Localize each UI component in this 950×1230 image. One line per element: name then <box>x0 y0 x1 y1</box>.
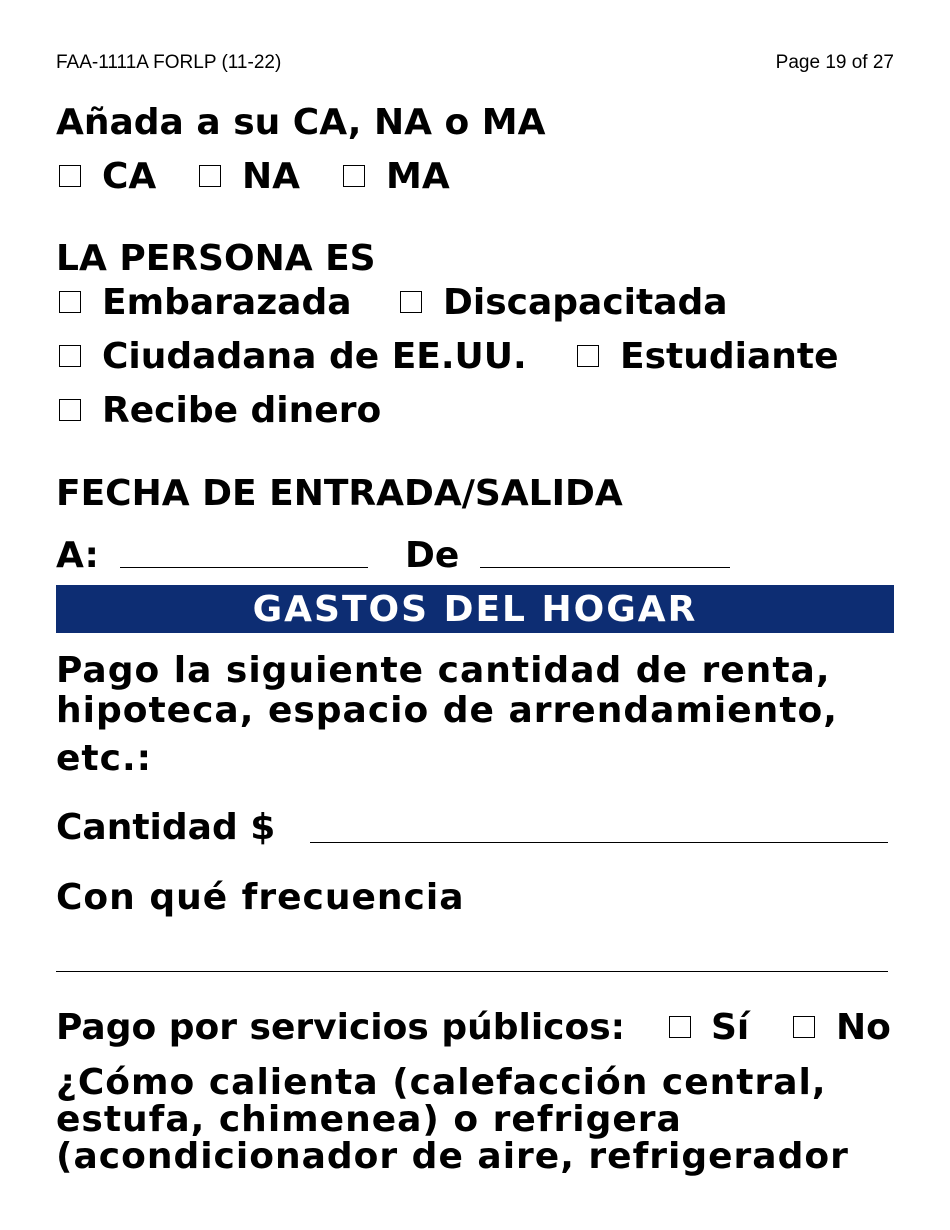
checkbox-utilities-no[interactable] <box>793 1016 815 1038</box>
person-section-title: LA PERSONA ES <box>56 238 376 279</box>
checkbox-pregnant[interactable] <box>59 291 81 313</box>
checkbox-utilities-yes[interactable] <box>669 1016 691 1038</box>
checkbox-student[interactable] <box>577 345 599 367</box>
amount-label: Cantidad $ <box>56 807 276 848</box>
checkbox-utilities-no-label: No <box>836 1007 891 1048</box>
checkbox-utilities-yes-label: Sí <box>711 1007 750 1048</box>
checkbox-na[interactable] <box>199 165 221 187</box>
utilities-label: Pago por servicios públicos: <box>56 1007 626 1048</box>
rent-text-line-1: Pago la siguiente cantidad de renta, <box>56 650 831 691</box>
frequency-label: Con qué frecuencia <box>56 877 465 918</box>
checkbox-ca-label: CA <box>102 156 157 197</box>
checkbox-ca[interactable] <box>59 165 81 187</box>
frequency-field[interactable] <box>56 971 888 972</box>
add-section-title: Añada a su CA, NA o MA <box>56 102 546 143</box>
checkbox-receives-money-label: Recibe dinero <box>102 390 382 431</box>
heating-text-line-3: (acondicionador de aire, refrigerador <box>56 1136 849 1177</box>
checkbox-disabled-label: Discapacitada <box>443 282 728 323</box>
checkbox-pregnant-label: Embarazada <box>102 282 352 323</box>
heating-text-line-2: estufa, chimenea) o refrigera <box>56 1099 682 1140</box>
checkbox-na-label: NA <box>242 156 300 197</box>
date-section-title: FECHA DE ENTRADA/SALIDA <box>56 473 623 514</box>
date-to-field[interactable] <box>120 567 368 568</box>
date-to-label: A: <box>56 535 99 576</box>
checkbox-student-label: Estudiante <box>620 336 839 377</box>
amount-field[interactable] <box>310 842 888 843</box>
checkbox-ma-label: MA <box>386 156 450 197</box>
checkbox-us-citizen-label: Ciudadana de EE.UU. <box>102 336 527 377</box>
rent-text-line-3: etc.: <box>56 738 153 779</box>
form-code: FAA-1111A FORLP (11-22) <box>56 52 282 73</box>
household-expenses-banner: GASTOS DEL HOGAR <box>56 585 894 633</box>
checkbox-receives-money[interactable] <box>59 399 81 421</box>
checkbox-ma[interactable] <box>343 165 365 187</box>
checkbox-us-citizen[interactable] <box>59 345 81 367</box>
heating-text-line-1: ¿Cómo calienta (calefacción central, <box>56 1062 827 1103</box>
page-number: Page 19 of 27 <box>775 52 894 73</box>
date-from-field[interactable] <box>480 567 730 568</box>
rent-text-line-2: hipoteca, espacio de arrendamiento, <box>56 690 838 731</box>
date-from-label: De <box>405 535 460 576</box>
checkbox-disabled[interactable] <box>400 291 422 313</box>
